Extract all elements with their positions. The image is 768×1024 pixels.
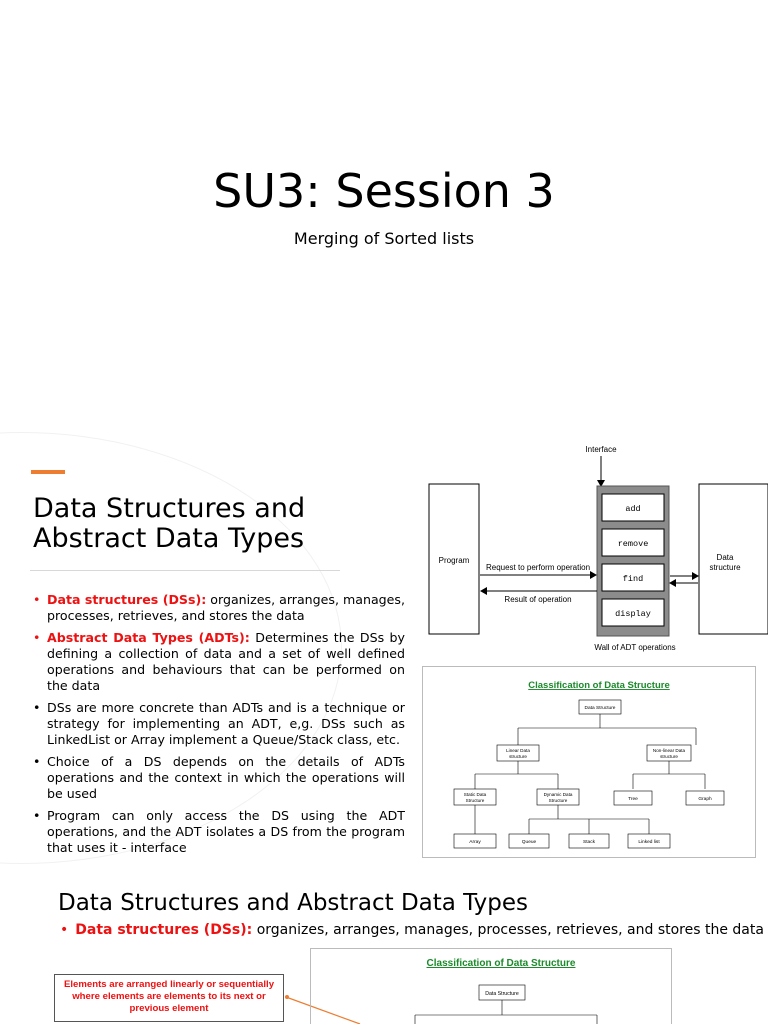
node-static-label-2: Structure [465, 798, 485, 803]
content-slide-ds [0, 864, 768, 1024]
accent-bar [31, 470, 65, 474]
slide-heading: Data Structures and Abstract Data Types [58, 890, 528, 916]
callout-line-2: where elements are elements to its next or [72, 991, 266, 1002]
classification-title: Classification of Data Structure [528, 680, 670, 691]
bullet-term: Abstract Data Types (ADTs): [47, 630, 250, 645]
content-slide-adt [0, 432, 768, 864]
node-tree-label: Tree [628, 797, 638, 802]
node-stack-label: Stack [583, 840, 595, 845]
bullet-term: Data structures (DSs): [47, 592, 207, 607]
bullet-text: Choice of a DS depends on the details of ADTs operations and the context in which the operations will be used [47, 754, 405, 801]
slide-title: SU3: Session 3 [213, 164, 555, 218]
classification-diagram-2 [310, 948, 672, 1024]
heading-line-1: Data Structures and [33, 493, 306, 524]
ds-arrowhead-right [692, 572, 699, 580]
heading-line-2: Abstract Data Types [33, 523, 305, 554]
bullet-text: Program can only access the DS using the ADT operations, and the ADT isolates a DS from the program that uses it - interface [47, 808, 405, 855]
op-add: add [625, 504, 641, 514]
program-label: Program [438, 556, 470, 565]
bullet-item [33, 630, 405, 694]
bullet-text: organizes, arranges, manages, processes, retrieves, and stores the data [252, 922, 764, 938]
classification-title-2: Classification of Data Structure [426, 958, 576, 969]
title-slide [0, 0, 768, 432]
op-find: find [622, 574, 644, 584]
request-label: Request to perform operation [485, 563, 591, 572]
data-structure-box [699, 484, 768, 634]
bullet-item [33, 754, 405, 802]
ds-label-line1: Data [716, 553, 734, 562]
bullet-text: Determines the DSs by defining a collection of data and a set of well defined operations and behaviours that can be performed on the data [47, 630, 405, 693]
interface-label: Interface [585, 445, 617, 454]
node-nonlinear-label-2: structure [660, 754, 678, 759]
heading-divider [30, 570, 340, 571]
bullet-text: organizes, arranges, manages, processes, retrieves, and stores the data [47, 592, 405, 623]
node-dynamic-label-1: Dynamic Data [543, 792, 573, 797]
bullet-dot: • [60, 922, 69, 938]
node-root-label-2: Data Structure [485, 991, 519, 997]
wall-label: Wall of ADT operations [594, 643, 676, 652]
node-dynamic-label-2: Structure [548, 798, 568, 803]
adt-wall-diagram [420, 440, 768, 654]
result-label: Result of operation [504, 595, 572, 604]
classification-diagram [422, 666, 756, 858]
node-linked-list-label: Linked list [638, 840, 660, 845]
node-queue-label: Queue [521, 840, 537, 845]
bullet-item [33, 700, 405, 748]
node-static-label-1: Static Data [463, 792, 487, 797]
request-arrowhead [590, 571, 597, 579]
bullet-list [33, 592, 405, 862]
bullet-term: Data structures (DSs): [75, 922, 253, 938]
ds-label-line2: structure [709, 563, 741, 572]
node-root-label: Data Structure [584, 706, 616, 711]
node-graph-label: Graph [698, 797, 712, 802]
op-display: display [615, 609, 651, 619]
bullet-text: DSs are more concrete than ADTs and is a technique or strategy for implementing an ADT, e,g. DSs such as LinkedList or Array implement a Queue/Stack class, etc. [47, 700, 405, 747]
op-remove: remove [617, 539, 649, 549]
slide-subtitle: Merging of Sorted lists [293, 229, 475, 248]
node-array-label: Array [469, 840, 481, 845]
callout-line-1: Elements are arranged linearly or sequentially [63, 979, 275, 990]
node-linear-label-1: Linear Data [506, 748, 530, 753]
ds-arrowhead-left [669, 579, 676, 587]
node-nonlinear-label-1: Non-linear Data [652, 748, 686, 753]
node-linear-label-2: structure [509, 754, 527, 759]
callout-line-3: previous element [129, 1003, 209, 1014]
slide-heading [33, 494, 305, 554]
bullet-item [33, 592, 405, 624]
result-arrowhead [480, 587, 487, 595]
bullet-item [33, 808, 405, 856]
